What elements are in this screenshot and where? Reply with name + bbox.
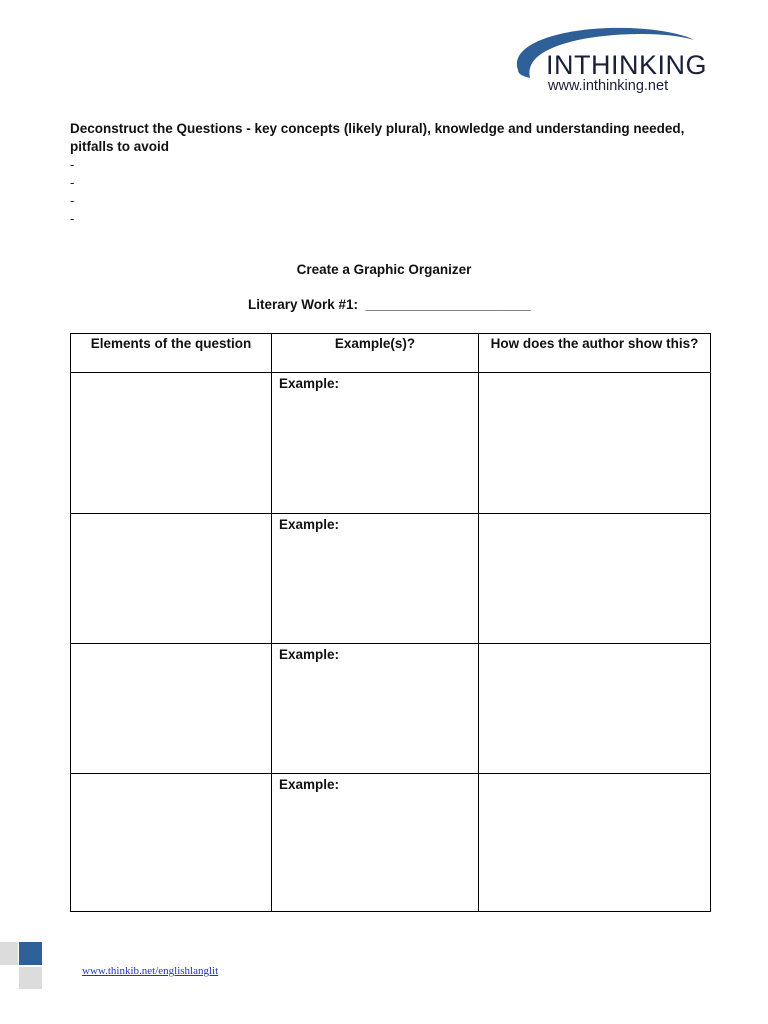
footer-square-gray <box>19 967 42 989</box>
table-header-row <box>71 334 711 373</box>
footer-square-gray <box>0 942 18 965</box>
author-show-cell[interactable] <box>479 774 711 912</box>
dash-list <box>70 156 74 228</box>
graphic-organizer-table <box>70 333 711 912</box>
element-cell[interactable] <box>71 514 272 644</box>
example-cell[interactable] <box>272 774 479 912</box>
example-label: Example: <box>279 647 340 662</box>
header-author-show: How does the author show this? <box>479 334 711 373</box>
author-show-cell[interactable] <box>479 514 711 644</box>
header-elements: Elements of the question <box>71 334 272 373</box>
element-cell[interactable] <box>71 373 272 514</box>
logo-url: www.inthinking.net <box>548 78 669 94</box>
element-cell[interactable] <box>71 774 272 912</box>
dash-item: - <box>70 157 75 172</box>
literary-work-line: Literary Work #1: ______________________ <box>248 297 531 312</box>
example-label: Example: <box>279 376 340 391</box>
example-cell[interactable] <box>272 514 479 644</box>
table-row <box>71 774 711 912</box>
inthinking-logo <box>508 22 708 98</box>
example-label: Example: <box>279 777 340 792</box>
dash-item: - <box>70 175 75 190</box>
example-label: Example: <box>279 517 340 532</box>
example-cell[interactable] <box>272 644 479 774</box>
table-row <box>71 373 711 514</box>
element-cell[interactable] <box>71 644 272 774</box>
dash-item: - <box>70 211 75 226</box>
dash-item: - <box>70 193 75 208</box>
header-examples: Example(s)? <box>272 334 479 373</box>
organizer-title: Create a Graphic Organizer <box>296 262 472 277</box>
author-show-cell[interactable] <box>479 373 711 514</box>
footer-link[interactable]: www.thinkib.net/englishlanglit <box>82 965 219 977</box>
author-show-cell[interactable] <box>479 644 711 774</box>
logo-wordmark: INTHINKING <box>546 50 708 80</box>
example-cell[interactable] <box>272 373 479 514</box>
table-row <box>71 644 711 774</box>
section-heading: Deconstruct the Questions - key concepts (likely plural), knowledge and understanding needed, pitfalls to avoid <box>70 121 685 154</box>
footer-square-blue <box>19 942 42 965</box>
table-row <box>71 514 711 644</box>
